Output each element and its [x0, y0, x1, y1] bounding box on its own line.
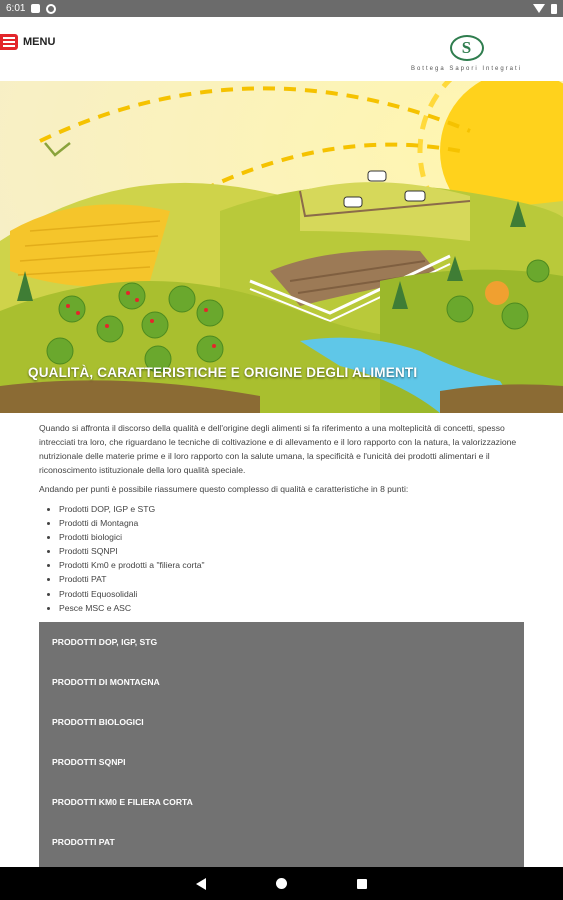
quality-list [59, 502, 529, 615]
list-item: • Prodotti Equosolidali [59, 587, 529, 601]
list-item: • Prodotti DOP, IGP e STG [59, 502, 529, 516]
accordion-item-dop[interactable]: PRODOTTI DOP, IGP, STG [52, 637, 158, 647]
page-title: QUALITÀ, CARATTERISTICHE E ORIGINE DEGLI ALIMENTI [28, 365, 418, 380]
battery-icon [551, 4, 557, 14]
status-bar [0, 0, 563, 17]
recent-apps-icon[interactable] [357, 879, 367, 889]
status-time: 6:01 [6, 3, 26, 14]
menu-button[interactable] [0, 34, 55, 50]
no-sim-icon [46, 4, 56, 14]
article-content [39, 421, 529, 615]
list-item: • Prodotti Km0 e prodotti a "filiera corta" [59, 558, 529, 572]
menu-label: MENU [23, 36, 56, 48]
list-item: • Pesce MSC e ASC [59, 601, 529, 615]
hero-banner [0, 81, 563, 413]
list-item: • Prodotti SQNPI [59, 544, 529, 558]
system-nav-bar [0, 867, 563, 900]
accordion-item-km0[interactable]: PRODOTTI KM0 E FILIERA CORTA [52, 797, 193, 807]
farm-illustration [0, 81, 563, 413]
hamburger-icon [0, 34, 18, 50]
brand-logo[interactable] [394, 35, 539, 79]
wifi-icon [533, 4, 545, 13]
logo-mark: S [450, 35, 484, 61]
intro-paragraph: Quando si affronta il discorso della qualità e dell'origine degli alimenti si fa riferimento a una molteplicità di concetti, spesso intrecciati tra loro, che riguardano le tecniche di coltivazione e di allevamento e il loro rapporto con la natura, la valorizzazione nutrizionale delle materie prime e il loro rapporto con la salute umana, la specificità e l'unicità dei prodotti alimentari e il riconoscimento istituzionale della loro qualità speciale. [39, 423, 517, 475]
list-item: • Prodotti di Montagna [59, 516, 529, 530]
sd-card-icon [31, 4, 40, 13]
accordion-item-pat[interactable]: PRODOTTI PAT [52, 837, 115, 847]
logo-text: Bottega Sapori Integrati [410, 66, 523, 72]
home-icon[interactable] [276, 878, 287, 889]
accordion-item-biologici[interactable]: PRODOTTI BIOLOGICI [52, 717, 144, 727]
lead-paragraph: Andando per punti è possibile riassumere questo complesso di qualità e caratteristiche in 8 punti: [39, 484, 409, 494]
category-accordion [39, 622, 524, 867]
accordion-item-sqnpi[interactable]: PRODOTTI SQNPI [52, 757, 126, 767]
list-item: • Prodotti PAT [59, 572, 529, 586]
back-icon[interactable] [196, 878, 206, 890]
accordion-item-montagna[interactable]: PRODOTTI DI MONTAGNA [52, 677, 160, 687]
list-item: • Prodotti biologici [59, 530, 529, 544]
app-bar [0, 17, 563, 81]
